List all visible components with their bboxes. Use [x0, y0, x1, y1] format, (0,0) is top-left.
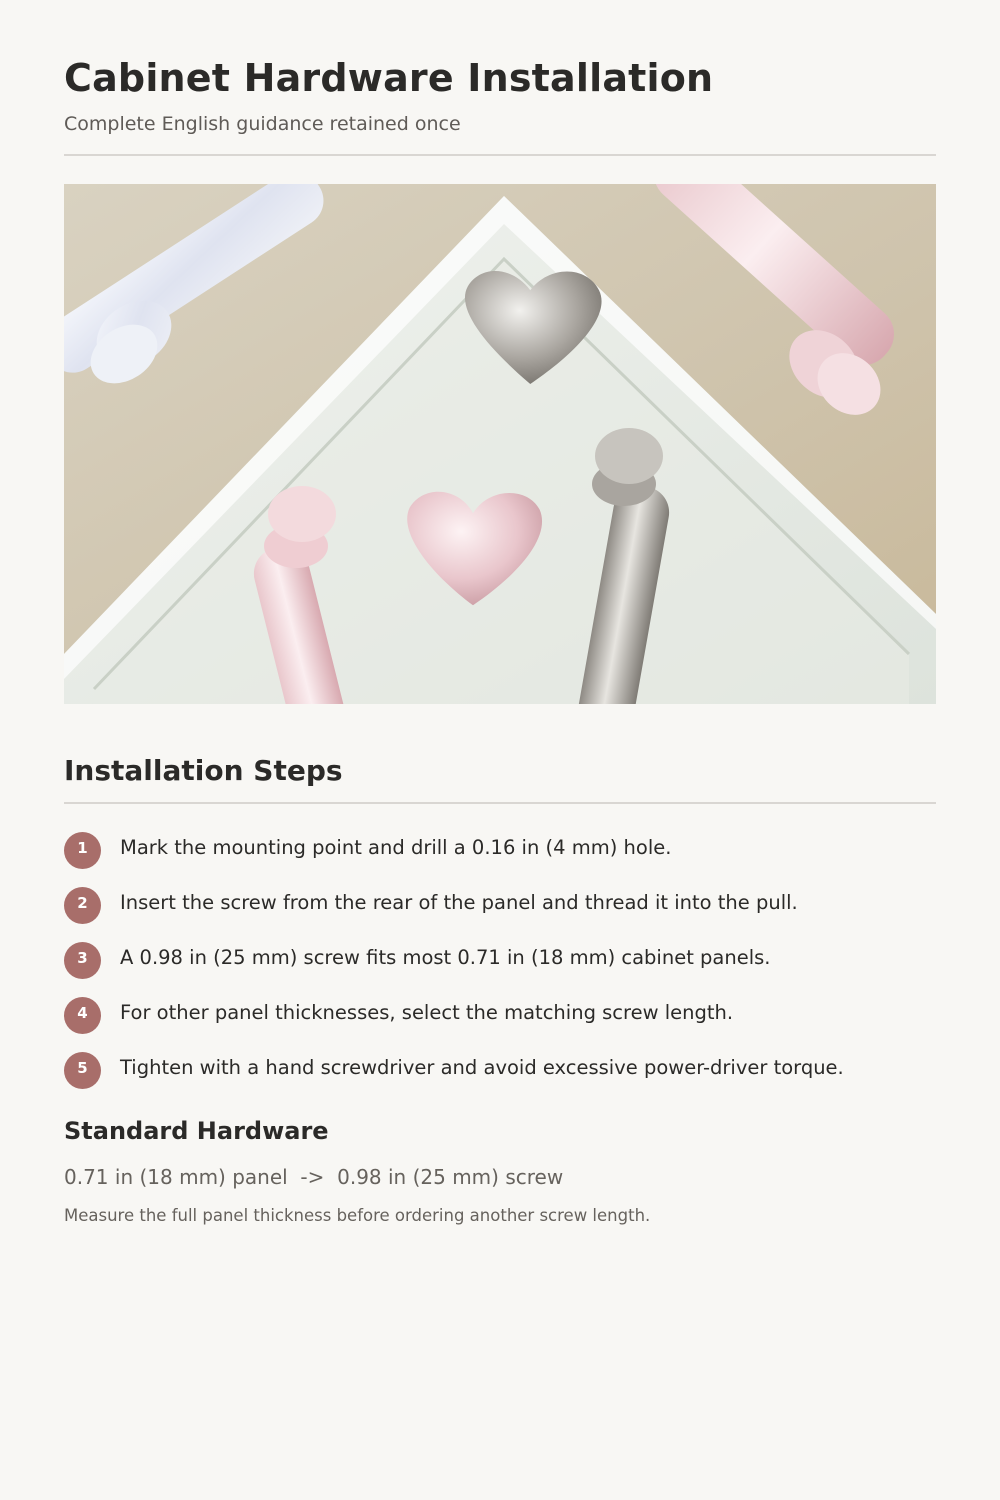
page-title: Cabinet Hardware Installation — [64, 56, 714, 100]
step-number-badge: 2 — [64, 887, 101, 924]
step-number-badge: 3 — [64, 942, 101, 979]
step-item — [64, 830, 936, 885]
step-item — [64, 1050, 936, 1105]
standard-hardware-heading: Standard Hardware — [64, 1117, 329, 1145]
step-number-badge: 4 — [64, 997, 101, 1034]
steps-divider — [64, 802, 936, 804]
step-text: A 0.98 in (25 mm) screw fits most 0.71 in (18 mm) cabinet panels. — [120, 946, 771, 969]
step-item — [64, 995, 936, 1050]
page-subtitle: Complete English guidance retained once — [64, 113, 461, 135]
step-text: For other panel thicknesses, select the matching screw length. — [120, 1001, 734, 1024]
installation-steps-heading: Installation Steps — [64, 754, 343, 787]
standard-hardware-note: Measure the full panel thickness before ordering another screw length. — [64, 1206, 651, 1225]
step-item — [64, 940, 936, 995]
step-text: Insert the screw from the rear of the panel and thread it into the pull. — [120, 891, 798, 914]
step-item — [64, 885, 936, 940]
standard-hardware-spec: 0.71 in (18 mm) panel -> 0.98 in (25 mm) screw — [64, 1165, 564, 1189]
product-photo — [64, 184, 936, 704]
step-number-badge: 1 — [64, 832, 101, 869]
step-text: Mark the mounting point and drill a 0.16 in (4 mm) hole. — [120, 836, 672, 859]
installation-steps-list — [64, 830, 936, 1105]
title-divider — [64, 154, 936, 156]
step-number-badge: 5 — [64, 1052, 101, 1089]
step-text: Tighten with a hand screwdriver and avoid excessive power-driver torque. — [120, 1056, 844, 1079]
